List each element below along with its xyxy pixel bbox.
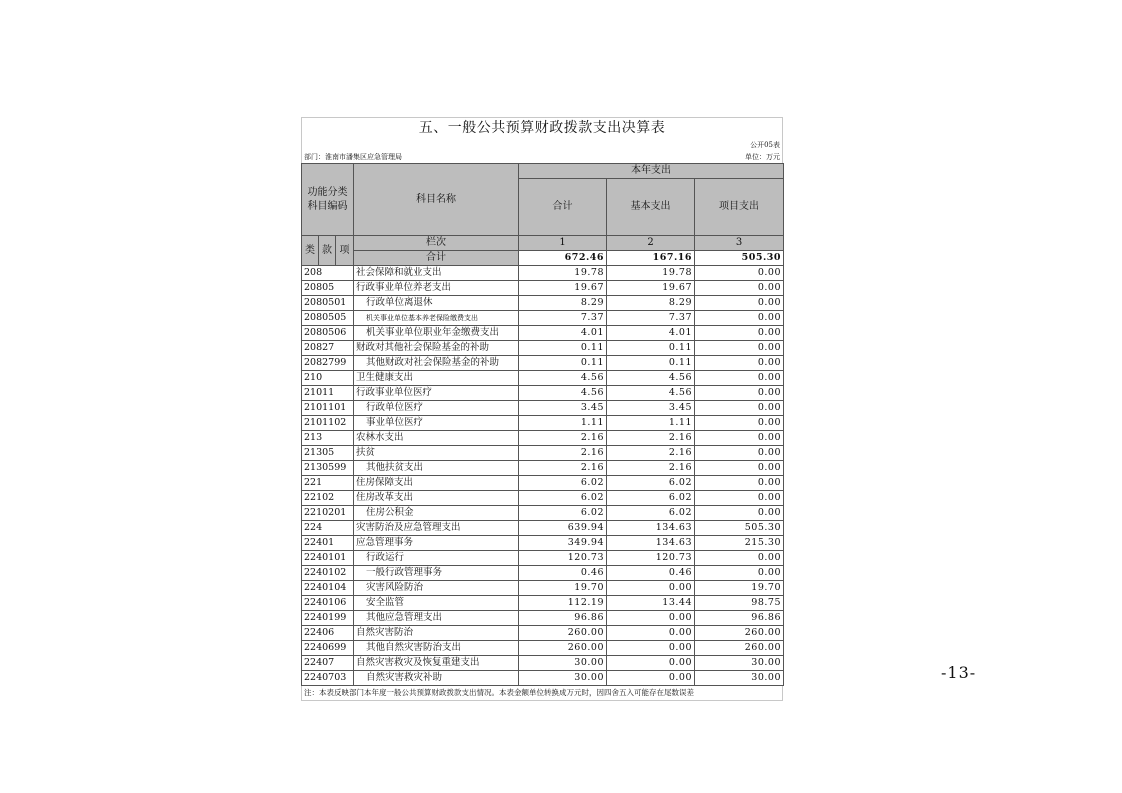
row-project: 0.00	[695, 476, 784, 491]
table-row	[302, 671, 784, 686]
row-project: 0.00	[695, 371, 784, 386]
row-basic: 19.78	[607, 266, 695, 281]
row-total: 30.00	[519, 656, 607, 671]
row-total: 6.02	[519, 491, 607, 506]
row-code: 2240101	[302, 551, 354, 566]
column-no-1: 1	[519, 236, 607, 251]
row-basic: 0.11	[607, 341, 695, 356]
row-basic: 4.01	[607, 326, 695, 341]
row-name: 住房保障支出	[354, 476, 519, 491]
row-basic: 0.00	[607, 641, 695, 656]
row-code: 21305	[302, 446, 354, 461]
table-body	[302, 266, 784, 686]
row-basic: 4.56	[607, 371, 695, 386]
table-row	[302, 581, 784, 596]
row-project: 0.00	[695, 386, 784, 401]
row-code: 210	[302, 371, 354, 386]
row-name: 灾害防治及应急管理支出	[354, 521, 519, 536]
table-row	[302, 656, 784, 671]
row-basic: 6.02	[607, 491, 695, 506]
row-project: 0.00	[695, 416, 784, 431]
row-total: 0.46	[519, 566, 607, 581]
table-row	[302, 281, 784, 296]
row-project: 96.86	[695, 611, 784, 626]
row-project: 0.00	[695, 356, 784, 371]
row-code: 22407	[302, 656, 354, 671]
func-code-header: 功能分类 科目编码	[302, 164, 354, 236]
row-code: 21011	[302, 386, 354, 401]
row-total: 260.00	[519, 641, 607, 656]
row-project: 215.30	[695, 536, 784, 551]
row-code: 2080506	[302, 326, 354, 341]
row-basic: 0.00	[607, 626, 695, 641]
page-number: -13-	[941, 663, 977, 682]
row-name: 卫生健康支出	[354, 371, 519, 386]
row-basic: 2.16	[607, 446, 695, 461]
row-basic: 0.00	[607, 671, 695, 686]
row-basic: 4.56	[607, 386, 695, 401]
row-code: 20827	[302, 341, 354, 356]
row-code: 2080505	[302, 311, 354, 326]
row-total: 0.11	[519, 341, 607, 356]
row-project: 19.70	[695, 581, 784, 596]
row-name: 行政单位医疗	[354, 401, 519, 416]
row-total: 112.19	[519, 596, 607, 611]
table-row	[302, 626, 784, 641]
row-code: 208	[302, 266, 354, 281]
row-name: 住房改革支出	[354, 491, 519, 506]
form-code-row	[301, 139, 783, 151]
row-total: 96.86	[519, 611, 607, 626]
row-total: 1.11	[519, 416, 607, 431]
row-name: 行政事业单位医疗	[354, 386, 519, 401]
table-row	[302, 461, 784, 476]
table-row	[302, 371, 784, 386]
row-name: 一般行政管理事务	[354, 566, 519, 581]
table-row	[302, 341, 784, 356]
row-name: 住房公积金	[354, 506, 519, 521]
row-basic: 0.11	[607, 356, 695, 371]
total-row-label: 合计	[354, 251, 519, 266]
department-row	[301, 151, 783, 163]
row-basic: 0.00	[607, 611, 695, 626]
total-row-total: 672.46	[519, 251, 607, 266]
table-row	[302, 416, 784, 431]
row-project: 0.00	[695, 311, 784, 326]
row-name: 其他扶贫支出	[354, 461, 519, 476]
row-code: 22102	[302, 491, 354, 506]
row-basic: 6.02	[607, 476, 695, 491]
row-name: 行政运行	[354, 551, 519, 566]
row-code: 2240699	[302, 641, 354, 656]
row-total: 3.45	[519, 401, 607, 416]
row-project: 98.75	[695, 596, 784, 611]
row-code: 2240104	[302, 581, 354, 596]
unit-label: 单位：万元	[745, 153, 780, 161]
row-total: 2.16	[519, 446, 607, 461]
row-basic: 1.11	[607, 416, 695, 431]
row-total: 4.01	[519, 326, 607, 341]
table-row	[302, 476, 784, 491]
table-row	[302, 566, 784, 581]
kuan-header: 款	[319, 236, 336, 266]
row-project: 0.00	[695, 431, 784, 446]
row-project: 0.00	[695, 506, 784, 521]
subject-name-header: 科目名称	[354, 164, 519, 236]
row-name: 机关事业单位职业年金缴费支出	[354, 326, 519, 341]
row-basic: 134.63	[607, 521, 695, 536]
row-name: 扶贫	[354, 446, 519, 461]
column-no-label: 栏次	[354, 236, 519, 251]
table-row	[302, 521, 784, 536]
row-total: 2.16	[519, 431, 607, 446]
row-total: 6.02	[519, 506, 607, 521]
row-total: 6.02	[519, 476, 607, 491]
row-name: 灾害风险防治	[354, 581, 519, 596]
row-name: 其他应急管理支出	[354, 611, 519, 626]
row-name: 其他自然灾害防治支出	[354, 641, 519, 656]
table-row	[302, 536, 784, 551]
row-project: 0.00	[695, 296, 784, 311]
row-total: 2.16	[519, 461, 607, 476]
row-project: 30.00	[695, 656, 784, 671]
department-label: 部门：淮南市潘集区应急管理局	[304, 153, 402, 161]
row-name: 安全监管	[354, 596, 519, 611]
row-total: 349.94	[519, 536, 607, 551]
row-basic: 2.16	[607, 461, 695, 476]
row-name: 财政对其他社会保险基金的补助	[354, 341, 519, 356]
row-basic: 120.73	[607, 551, 695, 566]
row-project: 0.00	[695, 341, 784, 356]
table-row	[302, 446, 784, 461]
row-project: 505.30	[695, 521, 784, 536]
row-project: 0.00	[695, 551, 784, 566]
row-basic: 13.44	[607, 596, 695, 611]
row-total: 19.78	[519, 266, 607, 281]
row-project: 0.00	[695, 281, 784, 296]
row-total: 120.73	[519, 551, 607, 566]
xiang-header: 项	[336, 236, 354, 266]
basic-col-header: 基本支出	[607, 179, 695, 236]
row-basic: 0.00	[607, 581, 695, 596]
row-name: 农林水支出	[354, 431, 519, 446]
row-basic: 7.37	[607, 311, 695, 326]
table-row	[302, 506, 784, 521]
table-row	[302, 641, 784, 656]
row-project: 260.00	[695, 626, 784, 641]
total-row-project: 505.30	[695, 251, 784, 266]
row-name: 自然灾害救灾及恢复重建支出	[354, 656, 519, 671]
column-no-2: 2	[607, 236, 695, 251]
table-row	[302, 491, 784, 506]
row-project: 260.00	[695, 641, 784, 656]
row-basic: 2.16	[607, 431, 695, 446]
row-basic: 0.46	[607, 566, 695, 581]
row-total: 4.56	[519, 386, 607, 401]
row-code: 22401	[302, 536, 354, 551]
table-row	[302, 356, 784, 371]
row-code: 2101102	[302, 416, 354, 431]
row-total: 639.94	[519, 521, 607, 536]
row-basic: 19.67	[607, 281, 695, 296]
row-project: 0.00	[695, 461, 784, 476]
row-code: 213	[302, 431, 354, 446]
row-project: 0.00	[695, 326, 784, 341]
row-total: 4.56	[519, 371, 607, 386]
row-name: 机关事业单位基本养老保险缴费支出	[354, 311, 519, 326]
table-row	[302, 401, 784, 416]
column-no-3: 3	[695, 236, 784, 251]
row-total: 0.11	[519, 356, 607, 371]
row-code: 22406	[302, 626, 354, 641]
row-project: 0.00	[695, 446, 784, 461]
table-row	[302, 611, 784, 626]
total-row-basic: 167.16	[607, 251, 695, 266]
row-basic: 6.02	[607, 506, 695, 521]
row-code: 2210201	[302, 506, 354, 521]
table-row	[302, 596, 784, 611]
this-year-header: 本年支出	[519, 164, 784, 179]
row-code: 221	[302, 476, 354, 491]
row-total: 260.00	[519, 626, 607, 641]
row-name: 自然灾害防治	[354, 626, 519, 641]
row-code: 2240106	[302, 596, 354, 611]
footnote: 注：本表反映部门本年度一般公共预算财政拨款支出情况。本表金额单位转换成万元时，因四舍五入可能存在尾数误差	[301, 686, 783, 701]
row-name: 行政事业单位养老支出	[354, 281, 519, 296]
row-basic: 8.29	[607, 296, 695, 311]
row-code: 2240199	[302, 611, 354, 626]
table-row	[302, 326, 784, 341]
row-total: 8.29	[519, 296, 607, 311]
project-col-header: 项目支出	[695, 179, 784, 236]
row-project: 0.00	[695, 491, 784, 506]
table-row	[302, 431, 784, 446]
row-name: 事业单位医疗	[354, 416, 519, 431]
row-name: 应急管理事务	[354, 536, 519, 551]
table-row	[302, 266, 784, 281]
table-row	[302, 551, 784, 566]
row-total: 7.37	[519, 311, 607, 326]
row-total: 30.00	[519, 671, 607, 686]
row-project: 30.00	[695, 671, 784, 686]
row-code: 2101101	[302, 401, 354, 416]
row-code: 2240102	[302, 566, 354, 581]
row-project: 0.00	[695, 266, 784, 281]
row-name: 社会保障和就业支出	[354, 266, 519, 281]
lei-header: 类	[302, 236, 319, 266]
expenditure-table	[301, 163, 784, 686]
table-row	[302, 311, 784, 326]
form-code: 公开05表	[750, 141, 780, 149]
sheet-title: 五、一般公共预算财政拨款支出决算表	[301, 117, 783, 139]
table-row	[302, 296, 784, 311]
row-code: 224	[302, 521, 354, 536]
row-total: 19.67	[519, 281, 607, 296]
row-project: 0.00	[695, 401, 784, 416]
row-code: 20805	[302, 281, 354, 296]
row-code: 2240703	[302, 671, 354, 686]
row-code: 2130599	[302, 461, 354, 476]
row-code: 2082799	[302, 356, 354, 371]
budget-sheet	[301, 117, 783, 701]
row-basic: 3.45	[607, 401, 695, 416]
table-row	[302, 386, 784, 401]
row-basic: 134.63	[607, 536, 695, 551]
row-name: 行政单位离退休	[354, 296, 519, 311]
row-basic: 0.00	[607, 656, 695, 671]
total-col-header: 合计	[519, 179, 607, 236]
row-name: 自然灾害救灾补助	[354, 671, 519, 686]
row-name: 其他财政对社会保险基金的补助	[354, 356, 519, 371]
row-project: 0.00	[695, 566, 784, 581]
row-total: 19.70	[519, 581, 607, 596]
row-code: 2080501	[302, 296, 354, 311]
